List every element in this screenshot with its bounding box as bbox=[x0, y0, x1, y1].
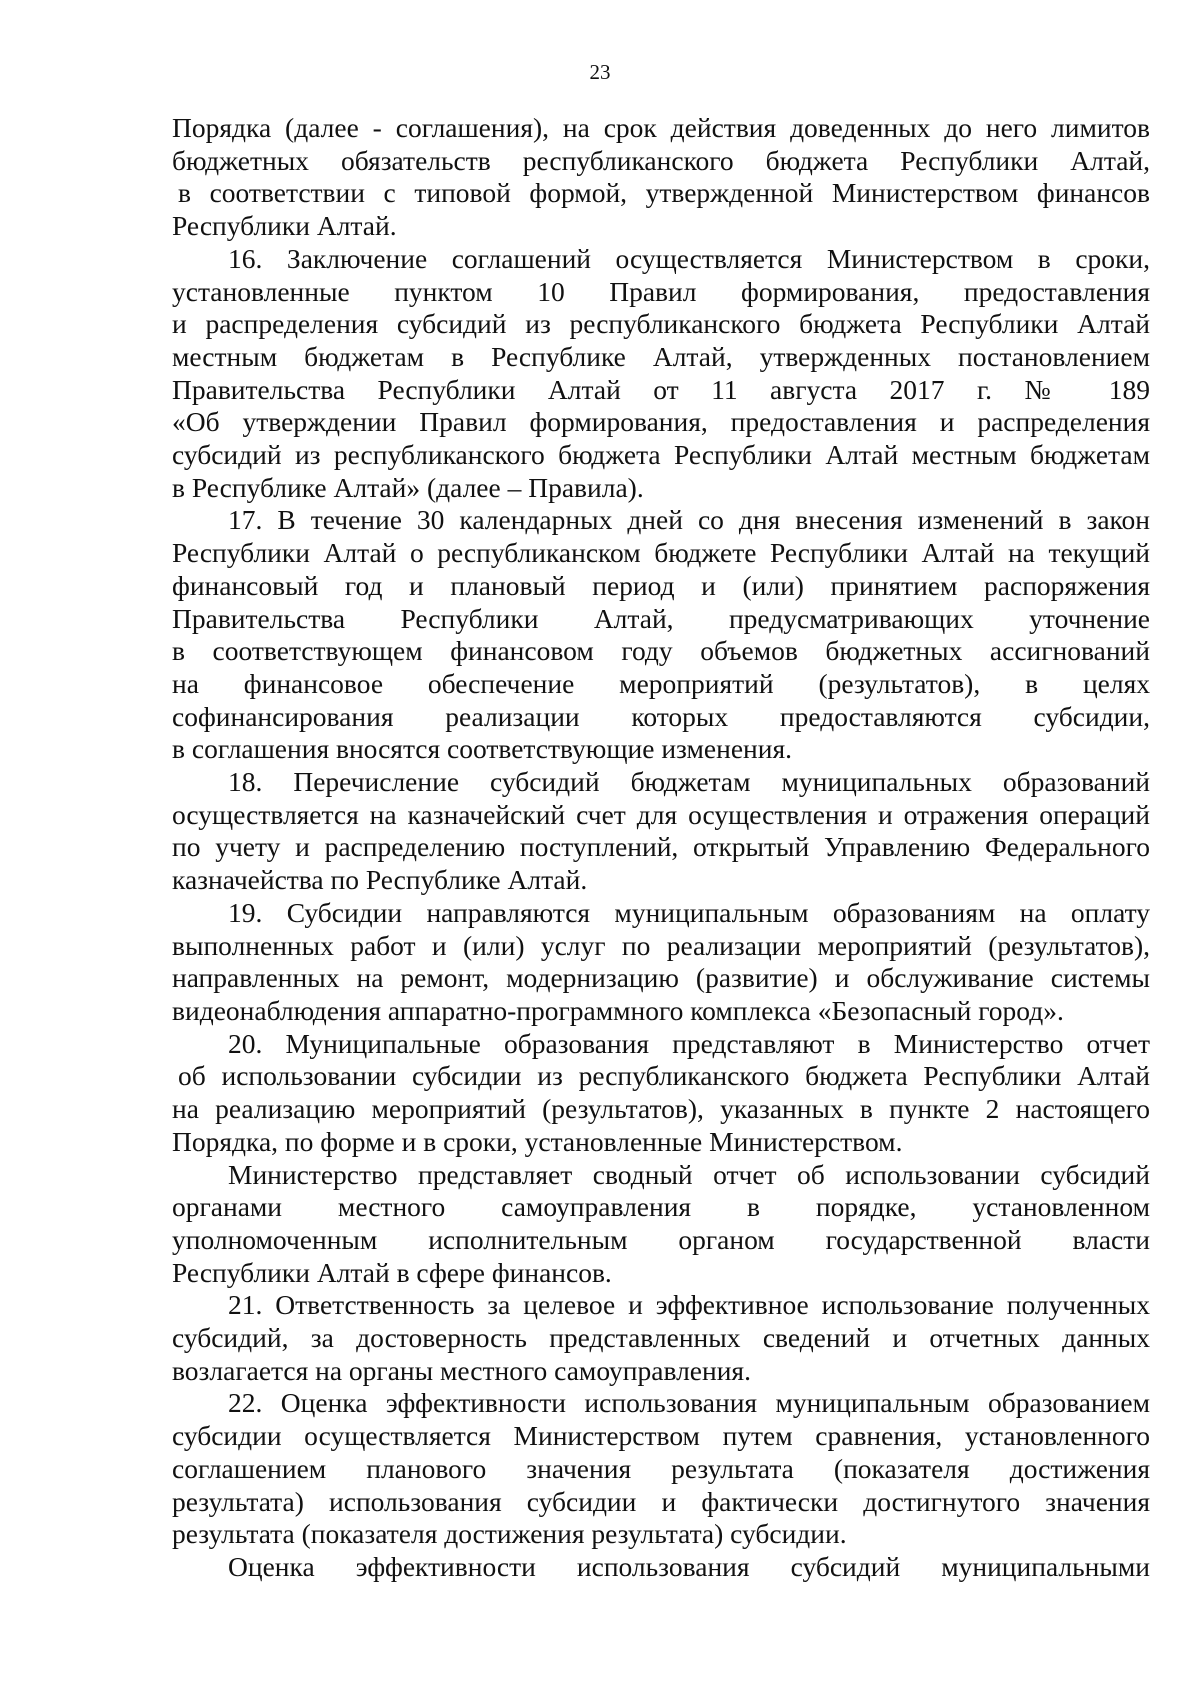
paragraph-continuation bbox=[172, 112, 1150, 243]
text-line: на реализацию мероприятий (результатов), указанных в пункте 2 настоящего bbox=[172, 1093, 1150, 1125]
text-line: 18. Перечисление субсидий бюджетам муниципальных образований bbox=[228, 766, 1150, 798]
text-line: об использовании субсидии из республиканского бюджета Республики Алтай bbox=[178, 1060, 1150, 1092]
text-line: субсидий, за достоверность представленных сведений и отчетных данных bbox=[172, 1322, 1150, 1354]
text-line: 19. Субсидии направляются муниципальным образованиям на оплату bbox=[228, 896, 1150, 928]
paragraph-22 bbox=[172, 1387, 1150, 1551]
paragraph-18 bbox=[172, 766, 1150, 897]
text-line: в соответствующем финансовом году объемов бюджетных ассигнований bbox=[172, 635, 1150, 667]
text-line: в соглашения вносятся соответствующие изменения. bbox=[172, 733, 792, 765]
paragraph-21 bbox=[172, 1289, 1150, 1387]
text-line: выполненных работ и (или) услуг по реализации мероприятий (результатов), bbox=[172, 929, 1150, 961]
text-line: видеонаблюдения аппаратно-программного комплекса «Безопасный город». bbox=[172, 994, 1064, 1026]
text-line: Республики Алтай. bbox=[172, 210, 397, 242]
text-line: местным бюджетам в Республике Алтай, утвержденных постановлением bbox=[172, 340, 1150, 372]
text-line: Порядка, по форме и в сроки, установленные Министерством. bbox=[172, 1125, 903, 1157]
paragraph-evaluation bbox=[172, 1551, 1150, 1584]
text-line: Министерство представляет сводный отчет об использовании субсидий bbox=[228, 1158, 1150, 1190]
text-line: результата (показателя достижения результата) субсидии. bbox=[172, 1518, 847, 1550]
paragraph-16 bbox=[172, 243, 1150, 505]
text-line: субсидии осуществляется Министерством путем сравнения, установленного bbox=[172, 1420, 1150, 1452]
paragraph-20 bbox=[172, 1028, 1150, 1159]
text-line: Правительства Республики Алтай, предусматривающих уточнение bbox=[172, 602, 1150, 634]
text-line: установленные пунктом 10 Правил формирования, предоставления bbox=[172, 275, 1150, 307]
text-line: 16. Заключение соглашений осуществляется Министерством в сроки, bbox=[228, 242, 1150, 274]
text-line: органами местного самоуправления в порядке, установленном bbox=[172, 1191, 1150, 1223]
text-line: осуществляется на казначейский счет для осуществления и отражения операций bbox=[172, 798, 1150, 830]
text-line: Республики Алтай в сфере финансов. bbox=[172, 1256, 612, 1288]
text-line: Правительства Республики Алтай от 11 августа 2017 г. № 189 bbox=[172, 373, 1150, 405]
text-line: казначейства по Республике Алтай. bbox=[172, 864, 588, 896]
document-body bbox=[172, 112, 1150, 1584]
text-line: возлагается на органы местного самоуправления. bbox=[172, 1354, 751, 1386]
text-line: на финансовое обеспечение мероприятий (результатов), в целях bbox=[172, 667, 1150, 699]
text-line: 17. В течение 30 календарных дней со дня внесения изменений в закон bbox=[228, 504, 1150, 536]
text-line: Порядка (далее - соглашения), на срок действия доведенных до него лимитов bbox=[172, 112, 1150, 143]
text-line: результата) использования субсидии и фактически достигнутого значения bbox=[172, 1485, 1150, 1517]
text-line: соглашением планового значения результата (показателя достижения bbox=[172, 1452, 1150, 1484]
text-line: софинансирования реализации которых предоставляются субсидии, bbox=[172, 700, 1150, 732]
text-line: в соответствии с типовой формой, утвержденной Министерством финансов bbox=[178, 177, 1150, 209]
text-line: 21. Ответственность за целевое и эффективное использование полученных bbox=[228, 1289, 1150, 1321]
paragraph-ministry-report bbox=[172, 1159, 1150, 1290]
page-number: 23 bbox=[589, 60, 611, 84]
text-line: субсидий из республиканского бюджета Республики Алтай местным бюджетам bbox=[172, 439, 1150, 471]
text-line: финансовый год и плановый период и (или) принятием распоряжения bbox=[172, 569, 1150, 601]
text-line: бюджетных обязательств республиканского бюджета Республики Алтай, bbox=[172, 144, 1150, 176]
text-line: уполномоченным исполнительным органом государственной власти bbox=[172, 1223, 1150, 1255]
text-line: 22. Оценка эффективности использования муниципальным образованием bbox=[228, 1387, 1150, 1419]
text-line: 20. Муниципальные образования представляют в Министерство отчет bbox=[228, 1027, 1150, 1059]
text-line: Оценка эффективности использования субсидий муниципальными bbox=[228, 1550, 1150, 1582]
text-line: Республики Алтай о республиканском бюджете Республики Алтай на текущий bbox=[172, 537, 1150, 569]
text-line: и распределения субсидий из республиканского бюджета Республики Алтай bbox=[172, 308, 1150, 340]
text-line: «Об утверждении Правил формирования, предоставления и распределения bbox=[172, 406, 1150, 438]
text-line: в Республике Алтай» (далее – Правила). bbox=[172, 471, 644, 503]
text-line: направленных на ремонт, модернизацию (развитие) и обслуживание системы bbox=[172, 962, 1150, 994]
paragraph-19 bbox=[172, 897, 1150, 1028]
paragraph-17 bbox=[172, 504, 1150, 766]
text-line: по учету и распределению поступлений, открытый Управлению Федерального bbox=[172, 831, 1150, 863]
